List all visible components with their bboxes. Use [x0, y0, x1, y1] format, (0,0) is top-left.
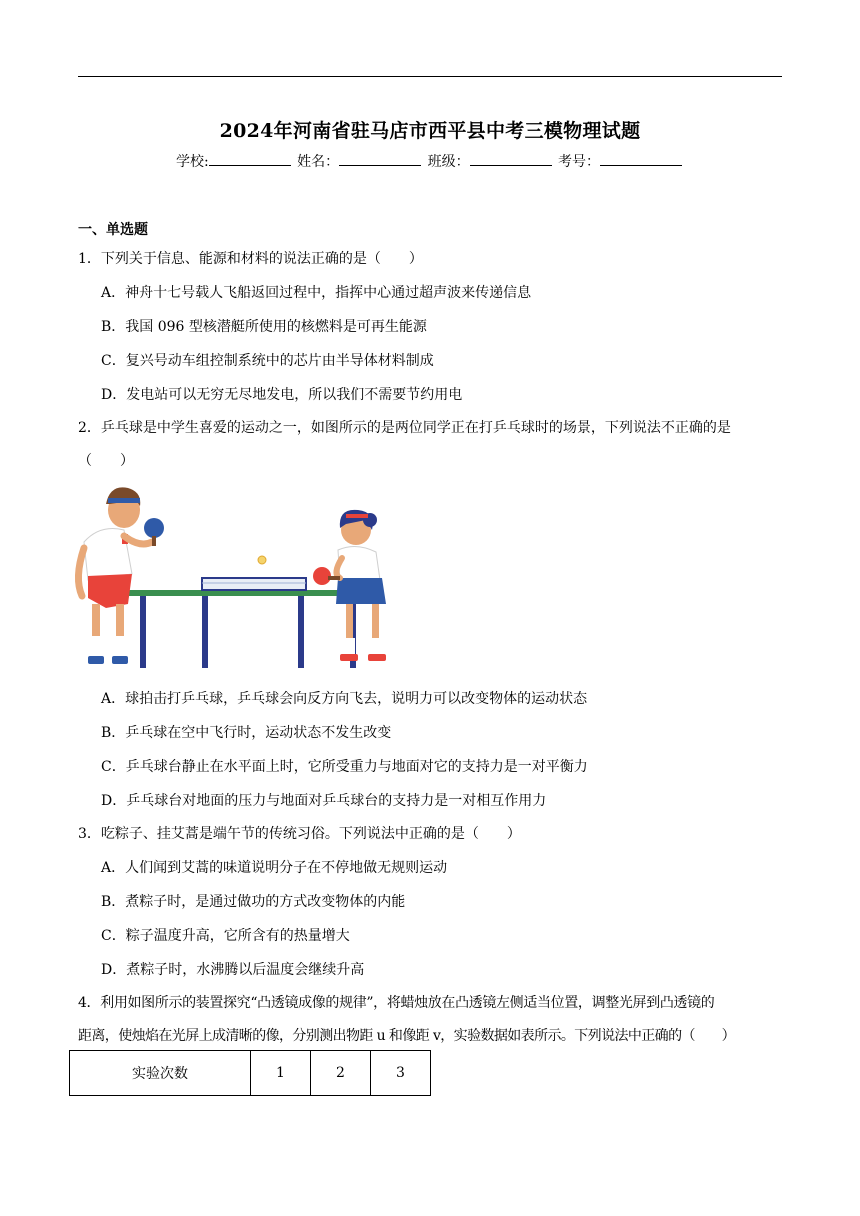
field-class-blank[interactable]: [470, 153, 552, 166]
field-class-label: 班级：: [427, 154, 470, 170]
field-school-blank[interactable]: [209, 153, 291, 166]
question-2-stem-line1: 2．乒乓球是中学生喜爱的运动之一，如图所示的是两位同学正在打乒乓球时的场景，下列说法不正确的是: [78, 420, 731, 436]
boy-player: [78, 487, 164, 664]
question-1-option-c[interactable]: C．复兴号动车组控制系统中的芯片由半导体材料制成: [101, 353, 434, 369]
question-2-stem-line2: （ ）: [78, 453, 134, 469]
table-cell: 3: [371, 1051, 431, 1096]
question-4-stem-line2: 距离，使烛焰在光屏上成清晰的像，分别测出物距 u 和像距 v，实验数据如表所示。下列说法中正确的（ ）: [78, 1028, 736, 1044]
table-cell: 2: [311, 1051, 371, 1096]
ping-pong-illustration: [70, 478, 410, 674]
student-info-line: [0, 151, 860, 171]
header-rule: [78, 76, 782, 77]
ping-pong-ball: [258, 556, 266, 564]
question-4-stem-line1: 4．利用如图所示的装置探究“凸透镜成像的规律”，将蜡烛放在凸透镜左侧适当位置，调整光屏到凸透镜的: [78, 995, 715, 1011]
question-1-option-b[interactable]: B．我国 096 型核潜艇所使用的核燃料是可再生能源: [101, 319, 427, 335]
question-3-stem: 3．吃粽子、挂艾蒿是端午节的传统习俗。下列说法中正确的是（ ）: [78, 826, 521, 842]
table-cell: 1: [251, 1051, 311, 1096]
question-3-option-c[interactable]: C．粽子温度升高，它所含有的热量增大: [101, 928, 350, 944]
question-2-option-c[interactable]: C．乒乓球台静止在水平面上时，它所受重力与地面对它的支持力是一对平衡力: [101, 759, 588, 775]
question-3-option-a[interactable]: A．人们闻到艾蒿的味道说明分子在不停地做无规则运动: [101, 860, 448, 876]
section-title: 一、单选题: [78, 222, 148, 238]
question-1-option-d[interactable]: D．发电站可以无穷无尽地发电，所以我们不需要节约用电: [101, 387, 463, 403]
question-1-option-a[interactable]: A．神舟十七号载人飞船返回过程中，指挥中心通过超声波来传递信息: [101, 285, 532, 301]
field-exam-no-blank[interactable]: [600, 153, 682, 166]
girl-player: [313, 510, 386, 661]
field-name-label: 姓名：: [297, 154, 340, 170]
question-2-option-b[interactable]: B．乒乓球在空中飞行时，运动状态不发生改变: [101, 725, 392, 741]
question-3-option-b[interactable]: B．煮粽子时，是通过做功的方式改变物体的内能: [101, 894, 406, 910]
question-2-option-a[interactable]: A．球拍击打乒乓球，乒乓球会向反方向飞去，说明力可以改变物体的运动状态: [101, 691, 588, 707]
field-school-label: 学校:: [175, 154, 209, 170]
table-row: [70, 1051, 431, 1096]
experiment-table: [69, 1050, 431, 1096]
question-2-option-d[interactable]: D．乒乓球台对地面的压力与地面对乒乓球台的支持力是一对相互作用力: [101, 793, 547, 809]
page-title: 2024年河南省驻马店市西平县中考三模物理试题: [219, 120, 641, 142]
question-3-option-d[interactable]: D．煮粽子时，水沸腾以后温度会继续升高: [101, 962, 365, 978]
field-exam-no-label: 考号：: [558, 154, 601, 170]
question-1-stem: 1．下列关于信息、能源和材料的说法正确的是（ ）: [78, 251, 423, 267]
field-name-blank[interactable]: [339, 153, 421, 166]
table-header-cell: 实验次数: [70, 1051, 251, 1096]
